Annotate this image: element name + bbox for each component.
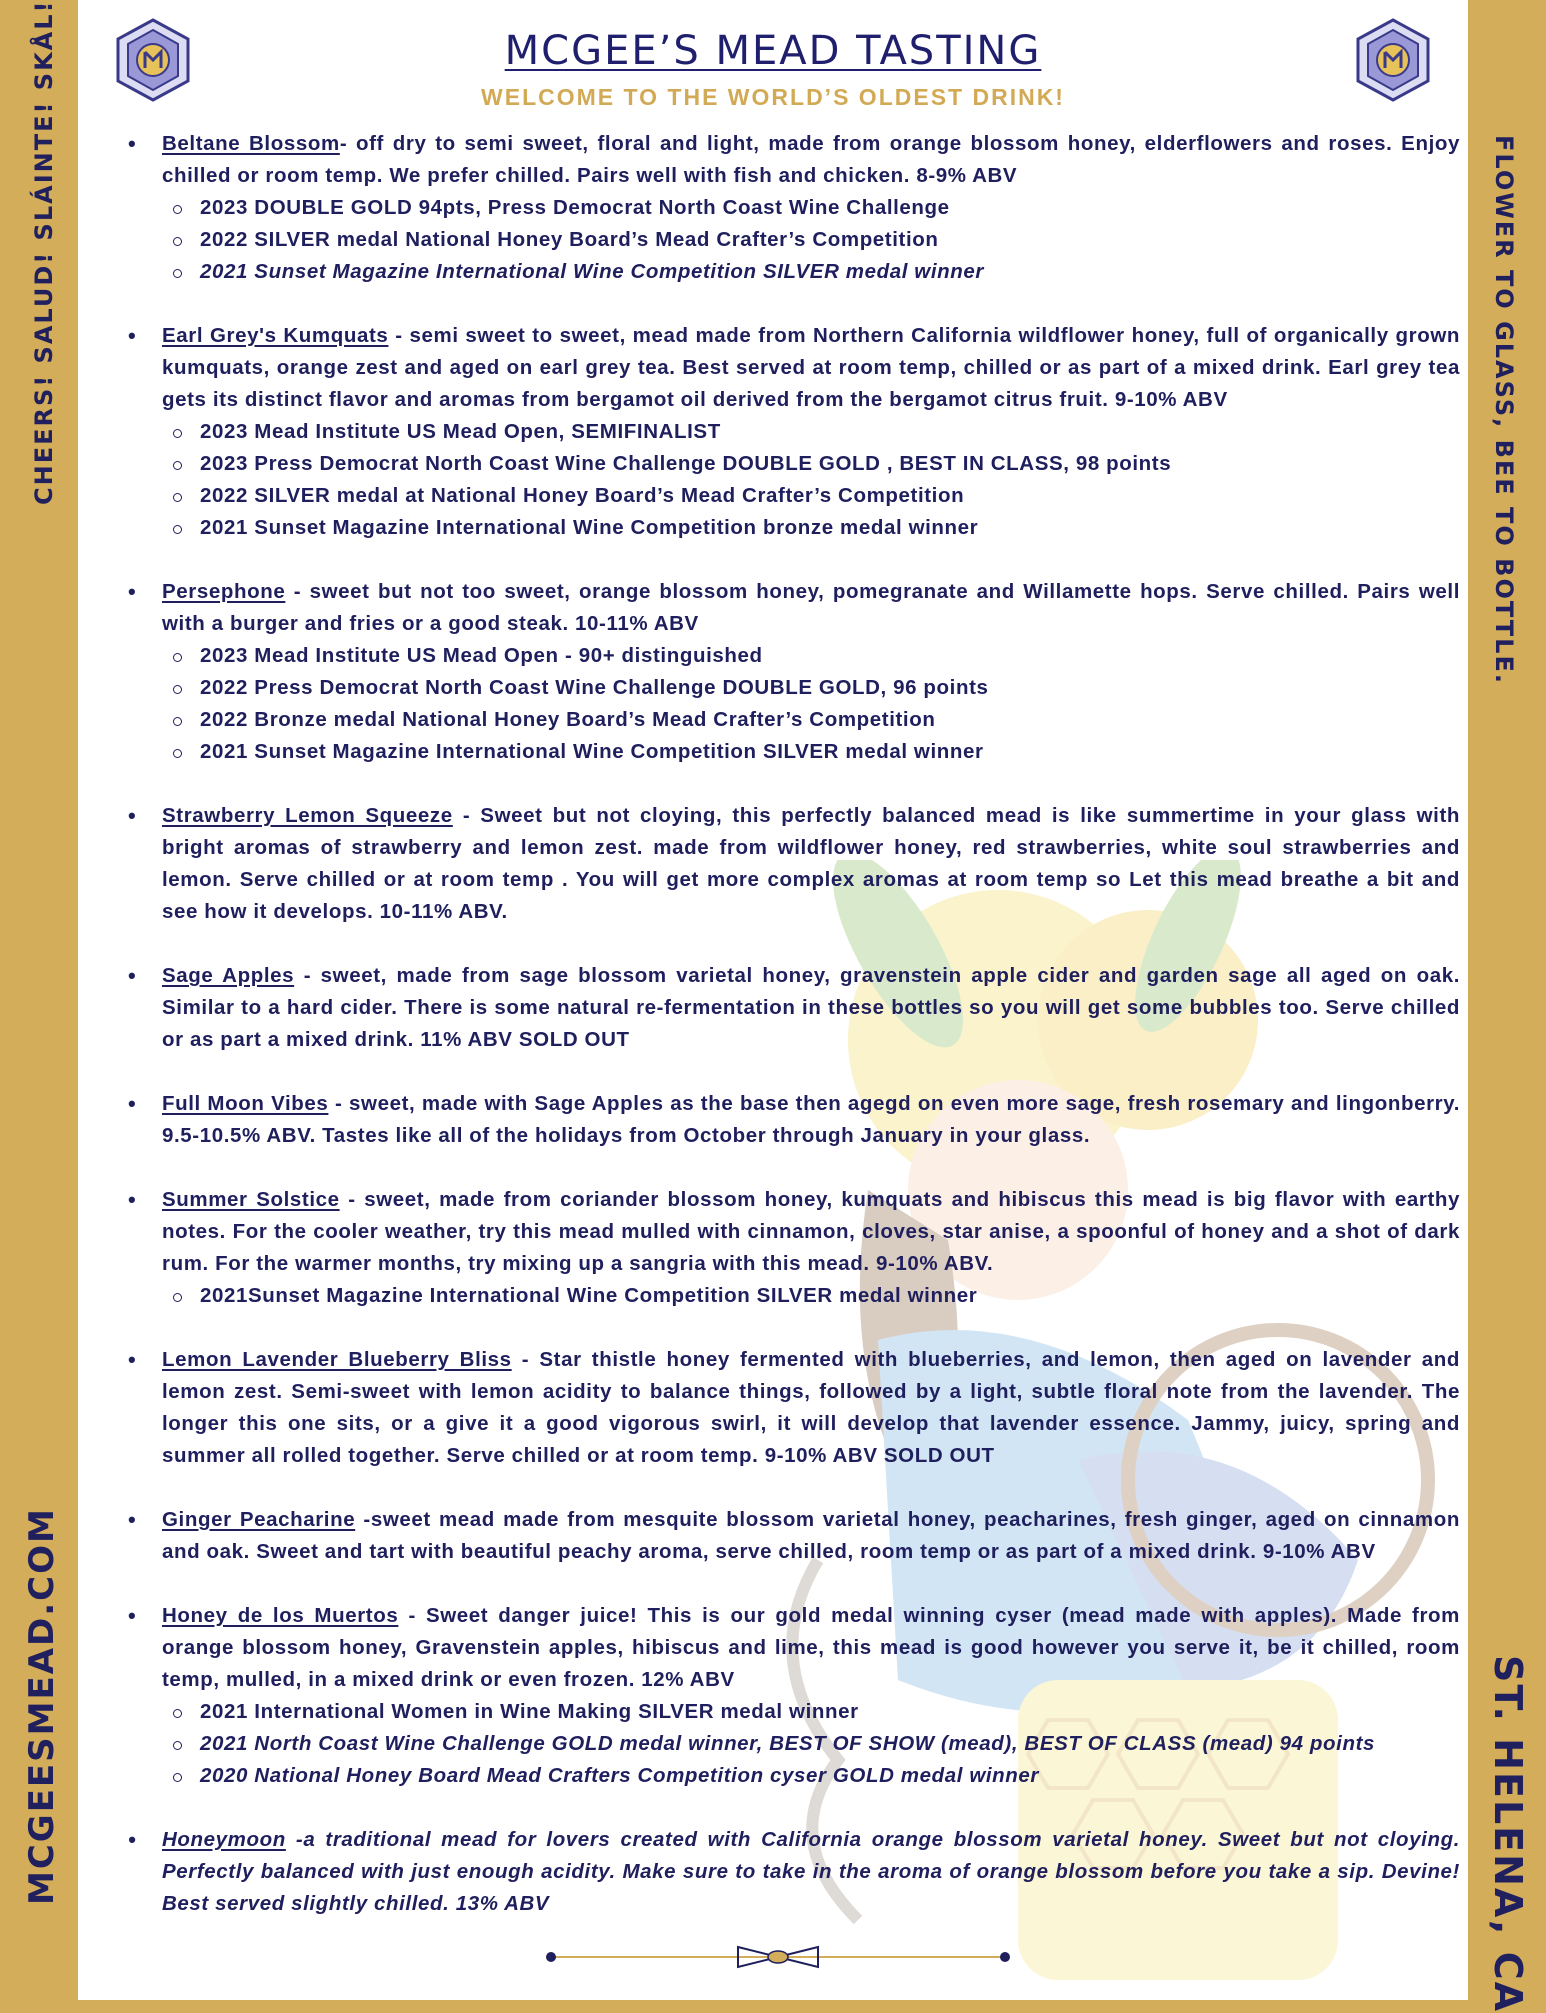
award-list (162, 1696, 1460, 1792)
mead-description: - Star thistle honey fermented with blueberries, and lemon, then aged on lavender and lemon zest. Semi-sweet with lemon acidity to balance things, followed by a light, subtle floral note from the lavender. The longer this one sits, or a give it a good vigorous swirl, it will develop that lavender essence. Jammy, juicy, spring and summer all rolled together. Serve chilled or at room temp. 9-10% ABV SOLD OUT (162, 1348, 1460, 1467)
mead-name: Summer Solstice (162, 1188, 340, 1211)
mead-name: Honeymoon (162, 1828, 286, 1851)
mead-description: -a traditional mead for lovers created with California orange blossom varietal honey. Sweet but not cloying. Perfectly balanced with just enough acidity. Make sure to take in the aroma of orange blossom before you take a sip. Devine! Best served slightly chilled. 13% ABV (162, 1828, 1460, 1915)
mead-name: Persephone (162, 580, 286, 603)
mead-item-ginger-peacharine (120, 1504, 1460, 1568)
mead-description: - sweet, made with Sage Apples as the base then agegd on even more sage, fresh rosemary and lingonberry. 9.5-10.5% ABV. Tastes like all of the holidays from October through January in your glass. (162, 1092, 1460, 1147)
award-item: 2022 Press Democrat North Coast Wine Challenge DOUBLE GOLD, 96 points (162, 672, 1460, 704)
award-item: 2023 Mead Institute US Mead Open - 90+ distinguished (162, 640, 1460, 672)
mead-item-beltane-blossom (120, 128, 1460, 288)
award-item: 2021Sunset Magazine International Wine Competition SILVER medal winner (162, 1280, 1460, 1312)
mead-description: - Sweet danger juice! This is our gold medal winning cyser (mead made with apples). Made from orange blossom honey, Gravenstein apples, hibiscus and lime, this mead is good however you serve it, be it chilled, room temp, mulled, in a mixed drink or even frozen. 12% ABV (162, 1604, 1460, 1691)
mead-description: - sweet, made from coriander blossom honey, kumquats and hibiscus this mead is big flavor with earthy notes. For the cooler weather, try this mead mulled with cinnamon, cloves, star anise, a spoonful of honey and a shot of dark rum. For the warmer months, try mixing up a sangria with this mead. 9-10% ABV. (162, 1188, 1461, 1275)
mead-item-sage-apples (120, 960, 1460, 1056)
mead-name: Sage Apples (162, 964, 295, 987)
mead-description: -sweet mead made from mesquite blossom varietal honey, peacharines, fresh ginger, aged on cinnamon and oak. Sweet and tart with beautiful peachy aroma, serve chilled, room temp or as part of a mixed drink. 9-10% ABV (162, 1508, 1460, 1563)
award-list (162, 1280, 1460, 1312)
award-item: 2021 Sunset Magazine International Wine Competition SILVER medal winner (162, 736, 1460, 768)
mead-item-strawberry-lemon-squeeze (120, 800, 1460, 928)
award-item: 2022 SILVER medal National Honey Board’s Mead Crafter’s Competition (162, 224, 1460, 256)
mead-name: Strawberry Lemon Squeeze (162, 804, 453, 827)
award-item: 2021 Sunset Magazine International Wine Competition SILVER medal winner (162, 256, 1460, 288)
page-subtitle: WELCOME TO THE WORLD’S OLDEST DRINK! (481, 84, 1065, 110)
mead-name: Earl Grey's Kumquats (162, 324, 389, 347)
mead-item-persephone (120, 576, 1460, 768)
mead-item-earl-greys-kumquats (120, 320, 1460, 544)
mead-item-honey-de-los-muertos (120, 1600, 1460, 1792)
mead-description: - semi sweet to sweet, mead made from Northern California wildflower honey, full of organically grown kumquats, orange zest and aged on earl grey tea. Best served at room temp, chilled or as part of a mixed drink. Earl grey tea gets its distinct flavor and aromas from bergamot oil derived from the bergamot citrus fruit. 9-10% ABV (162, 324, 1460, 411)
page-title: MCGEE’S MEAD TASTING (504, 28, 1042, 74)
award-item: 2022 Bronze medal National Honey Board’s Mead Crafter’s Competition (162, 704, 1460, 736)
award-list (162, 640, 1460, 768)
award-item: 2023 Mead Institute US Mead Open, SEMIFINALIST (162, 416, 1460, 448)
mead-description: - sweet, made from sage blossom varietal honey, gravenstein apple cider and garden sage all aged on oak. Similar to a hard cider. There is some natural re-fermentation in these bottles so you will get some bubbles too. Serve chilled or as part a mixed drink. 11% ABV SOLD OUT (162, 964, 1460, 1051)
menu-page (78, 0, 1468, 2000)
page-header (78, 28, 1468, 111)
mead-item-honeymoon (120, 1824, 1460, 1920)
mead-name: Lemon Lavender Blueberry Bliss (162, 1348, 512, 1371)
award-list (162, 192, 1460, 288)
mead-description: - sweet but not too sweet, orange blossom honey, pomegranate and Willamette hops. Serve chilled. Pairs well with a burger and fries or a good steak. 10-11% ABV (162, 580, 1460, 635)
award-item: 2023 Press Democrat North Coast Wine Challenge DOUBLE GOLD , BEST IN CLASS, 98 points (162, 448, 1460, 480)
mead-description: - off dry to semi sweet, floral and light, made from orange blossom honey, elderflowers and roses. Enjoy chilled or room temp. We prefer chilled. Pairs well with fish and chicken. 8-9% ABV (162, 132, 1460, 187)
mead-list (120, 128, 1460, 1952)
side-text-location: ST. HELENA, CA (1486, 1655, 1530, 2013)
mead-name: Ginger Peacharine (162, 1508, 356, 1531)
side-text-website: MCGEESMEAD.COM (22, 1507, 62, 1905)
mead-item-summer-solstice (120, 1184, 1460, 1312)
side-text-tagline: FLOWER TO GLASS, BEE TO BOTTLE. (1490, 135, 1518, 685)
award-item: 2020 National Honey Board Mead Crafters Competition cyser GOLD medal winner (162, 1760, 1460, 1792)
award-item: 2023 DOUBLE GOLD 94pts, Press Democrat North Coast Wine Challenge (162, 192, 1460, 224)
mead-name: Full Moon Vibes (162, 1092, 329, 1115)
award-list (162, 416, 1460, 544)
award-item: 2021 Sunset Magazine International Wine Competition bronze medal winner (162, 512, 1460, 544)
mead-description: - Sweet but not cloying, this perfectly balanced mead is like summertime in your glass with bright aromas of strawberry and lemon zest. made from wildflower honey, red strawberries, white soul strawberries and lemon. Serve chilled or at room temp . You will get more complex aromas at room temp so Let this mead breathe a bit and see how it develops. 10-11% ABV. (162, 804, 1461, 923)
mead-item-full-moon-vibes (120, 1088, 1460, 1152)
award-item: 2021 International Women in Wine Making SILVER medal winner (162, 1696, 1460, 1728)
ornamental-divider (543, 1942, 1013, 1972)
award-item: 2022 SILVER medal at National Honey Board’s Mead Crafter’s Competition (162, 480, 1460, 512)
mead-item-lemon-lavender-blueberry-bliss (120, 1344, 1460, 1472)
mead-name: Honey de los Muertos (162, 1604, 399, 1627)
mead-name: Beltane Blossom (162, 132, 340, 155)
award-item: 2021 North Coast Wine Challenge GOLD medal winner, BEST OF SHOW (mead), BEST OF CLASS (mead) 94 points (162, 1728, 1460, 1760)
side-text-cheers: CHEERS! SALUD! SLÁINTE! SKÅL! (30, 0, 58, 505)
